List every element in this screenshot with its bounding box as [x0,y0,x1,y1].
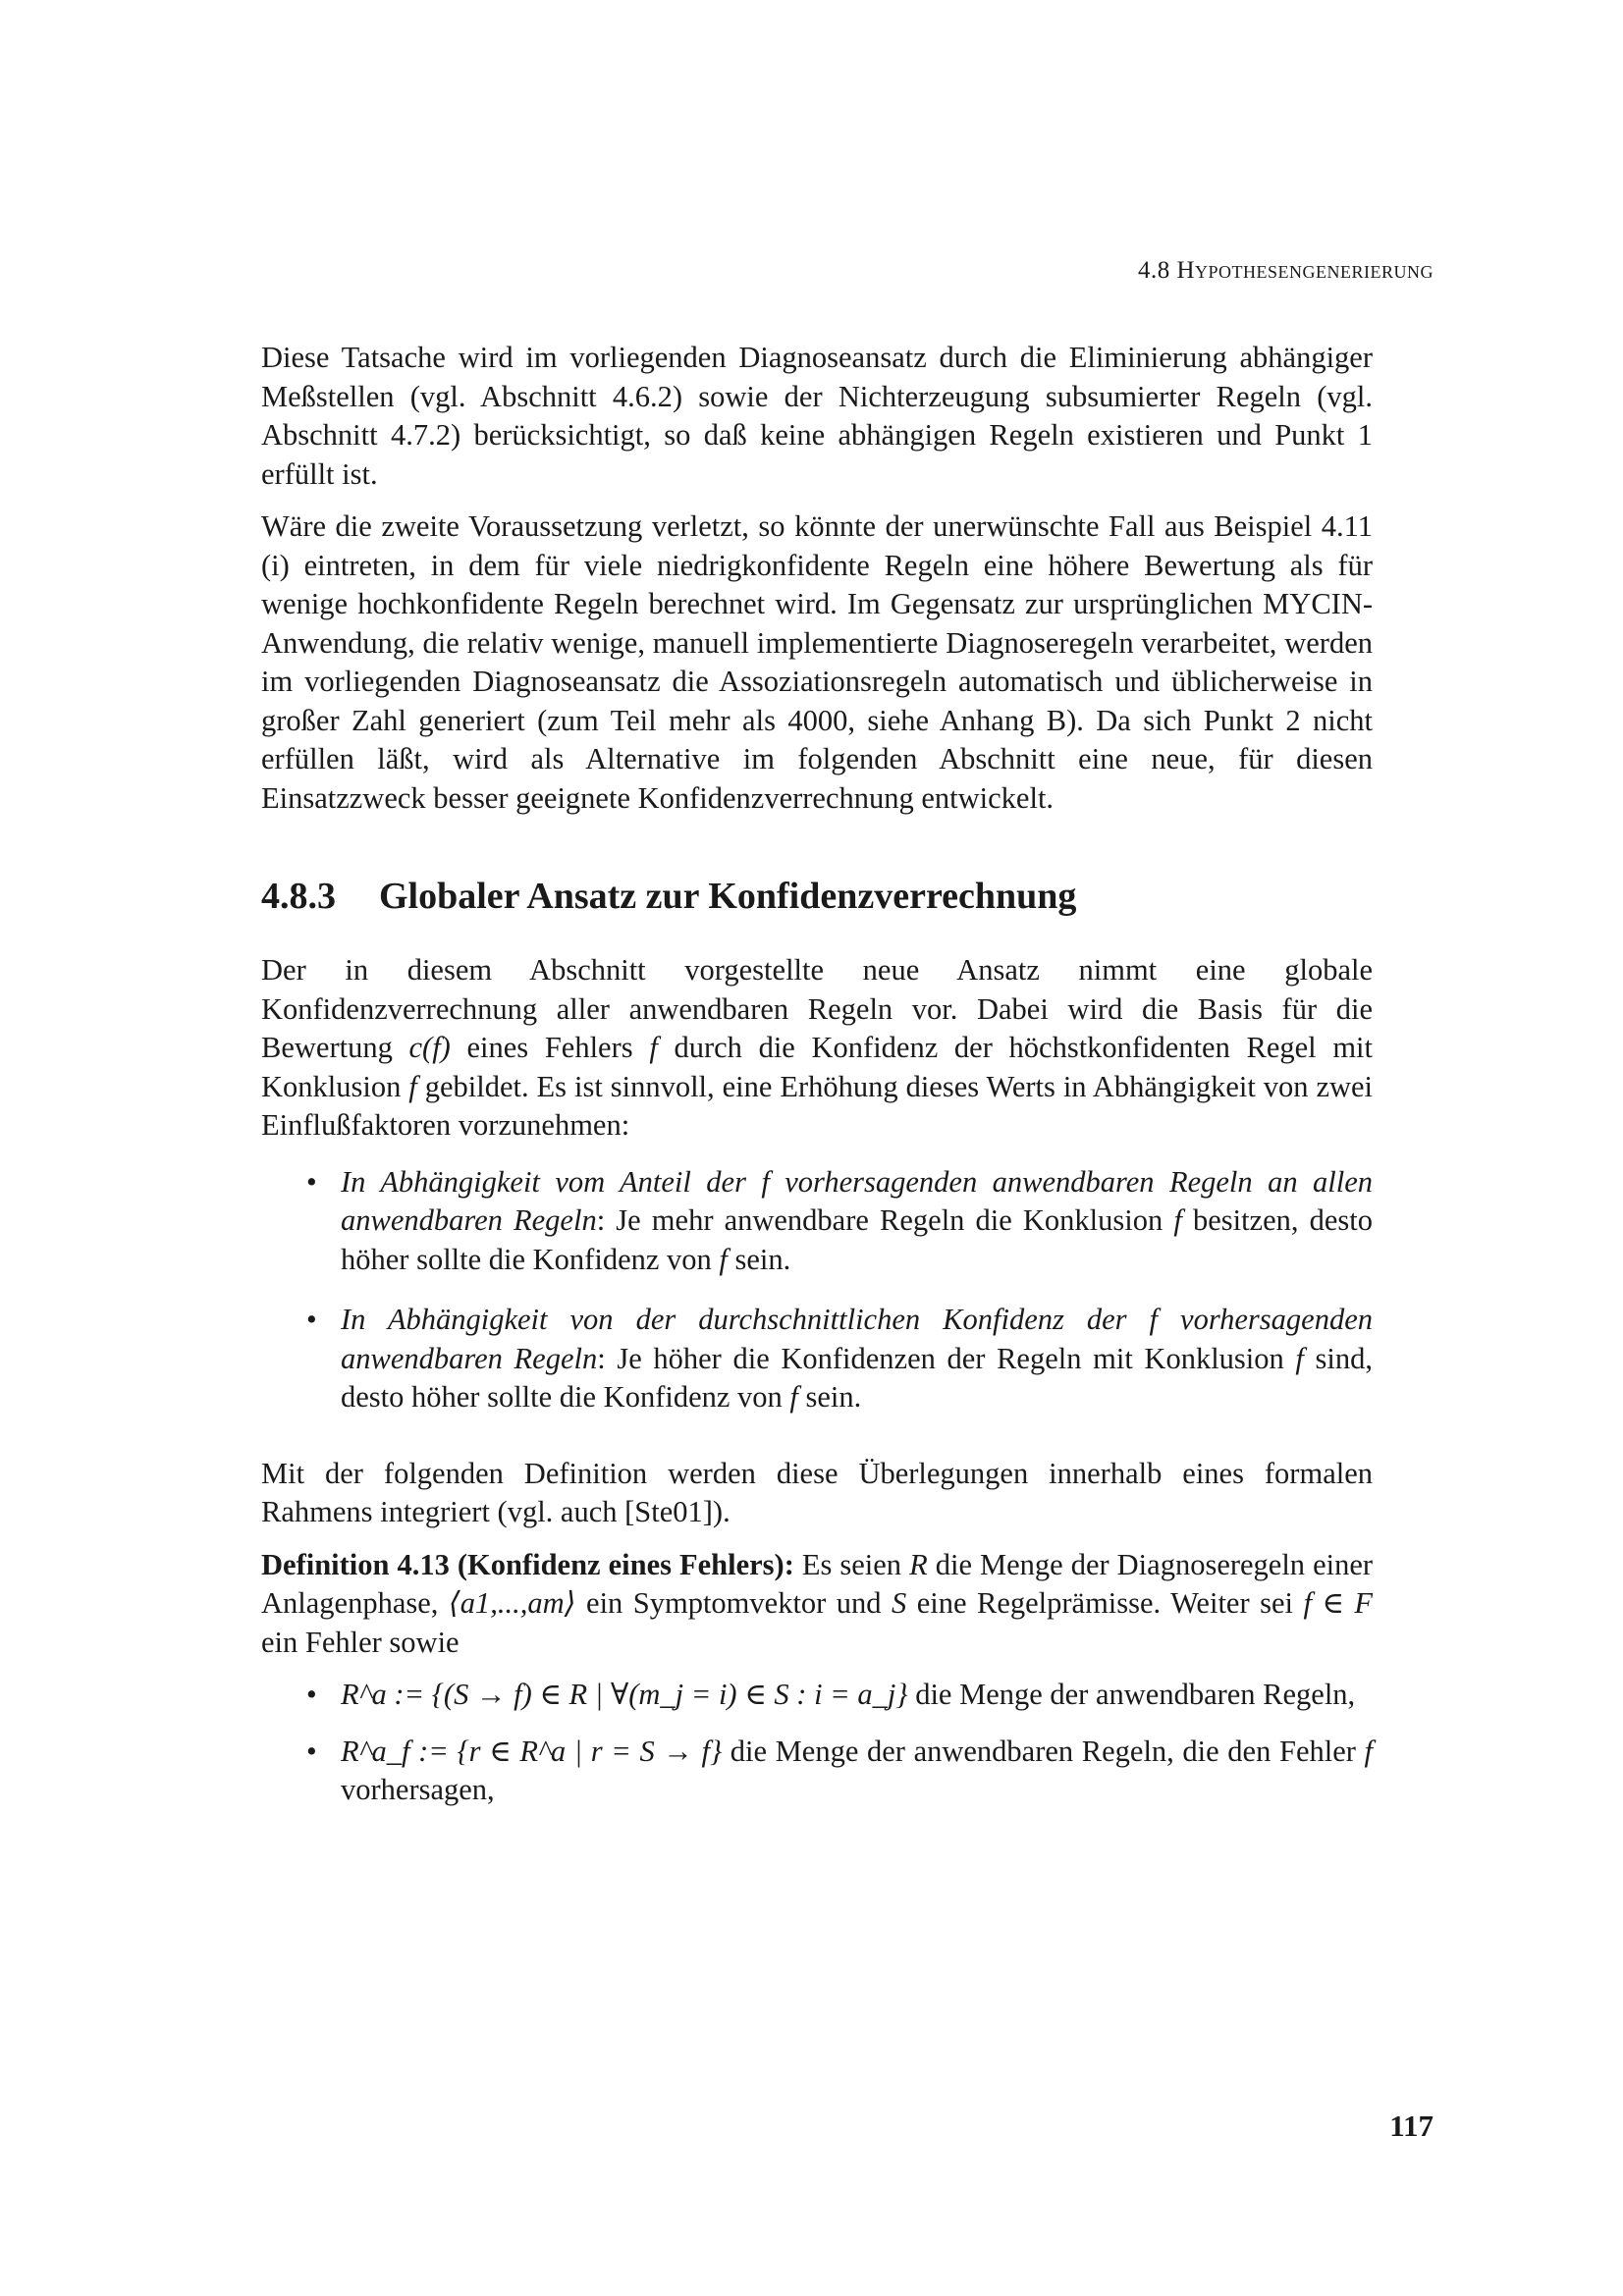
header-section-number: 4.8 [1137,257,1170,284]
header-section-title: Hypothesengenerierung [1176,257,1434,284]
section-heading [261,875,1373,918]
list-item: • In Abhängigkeit von der durchschnittlichen Konfidenz der f vorhersagenden anwendbaren Regeln: Je höher die Konfidenzen der Regeln mit Konklusion f sind, desto höher sollte die Konfidenz von f sein. [306,1303,1374,1414]
list-item: • R^a_f := {r ∈ R^a | r = S → f} die Menge der anwendbaren Regeln, die den Fehler f vorhersagen, [306,1734,1374,1806]
math-c-f: c(f) [408,1031,451,1064]
bullet-icon: • [306,1734,317,1768]
page-body [261,339,1373,1847]
math-f: f [649,1031,658,1064]
definition: Definition 4.13 (Konfidenz eines Fehlers): Es seien R die Menge der Diagnoseregeln einer Anlagenphase, ⟨a1,...,am⟩ ein Symptomvektor und S eine Regelprämisse. Weiter sei f ∈ F ein Fehler sowie [261,1547,1374,1659]
list-item: • R^a := {(S → f) ∈ R | ∀(m_j = i) ∈ S : i = a_j} die Menge der anwendbaren Regeln, [261,1676,1373,1715]
paragraph-3: Der in diesem Abschnitt vorgestellte neue Ansatz nimmt eine globale Konfidenzverrechnung aller anwendbaren Regeln vor. Dabei wird die Basis für die Bewertung c(f) eines Fehlers f durch die Konfidenz der höchstkonfidenten Regel mit Konklusion f gebildet. Es ist sinnvoll, eine Erhöhung dieses Werts in Abhängigkeit von zwei Einflußfaktoren vorzunehmen: [261,953,1374,1142]
list-item: • In Abhängigkeit vom Anteil der f vorhersagenden anwendbaren Regeln an allen anwendbaren Regeln: Je mehr anwendbare Regeln die Konklusion f besitzen, desto höher sollte die Konfidenz von f sein. [306,1164,1373,1276]
math-symptom-vector: ⟨a1,...,am⟩ [448,1586,576,1620]
definition-label: Definition 4.13 (Konfidenz eines Fehlers): [261,1547,794,1581]
definition-list [261,1676,1373,1810]
bullet-icon: • [306,1303,317,1336]
math-applicable-rules: R^a := {(S → f) ∈ R | ∀(m_j = i) ∈ S : i = a_j} [341,1678,908,1711]
section-title: Globaler Ansatz zur Konfidenzverrechnung [379,876,1077,917]
bullet-icon: • [306,1164,317,1199]
running-header [261,257,1434,285]
page-number: 117 [1389,2109,1434,2143]
math-applicable-rules-f: R^a_f := {r ∈ R^a | r = S → f} [341,1734,723,1768]
factor-list [261,1163,1373,1417]
paragraph-1: Diese Tatsache wird im vorliegenden Diagnoseansatz durch die Eliminierung abhängiger Meßstellen (vgl. Abschnitt 4.6.2) sowie der Nichterzeugung subsumierter Regeln (vgl. Abschnitt 4.7.2) berücksichtigt, so daß keine abhängigen Regeln existieren und Punkt 1 erfüllt ist. [261,341,1373,491]
math-f: f [408,1069,417,1103]
paragraph-2: Wäre die zweite Voraussetzung verletzt, so könnte der unerwünschte Fall aus Beispiel 4.11 (i) eintreten, in dem für viele niedrigkonfidente Regeln eine höhere Bewertung als für wenige hochkonfidente Regeln berechnet wird. Im Gegensatz zur ursprünglichen MYCIN-Anwendung, die relativ wenige, manuell implementierte Diagnoseregeln verarbeitet, werden im vorliegenden Diagnoseansatz die Assoziationsregeln automatisch und üblicherweise in großer Zahl generiert (zum Teil mehr als 4000, siehe Anhang B). Da sich Punkt 2 nicht erfüllen läßt, wird als Alternative im folgenden Abschnitt eine neue, für diesen Einsatzzweck besser geeignete Konfidenzverrechnung entwickelt. [261,509,1373,815]
paragraph-4: Mit der folgenden Definition werden diese Überlegungen innerhalb eines formalen Rahmens integriert (vgl. auch [Ste01]). [261,1456,1373,1528]
section-number: 4.8.3 [261,876,336,917]
bullet-icon: • [306,1678,317,1711]
